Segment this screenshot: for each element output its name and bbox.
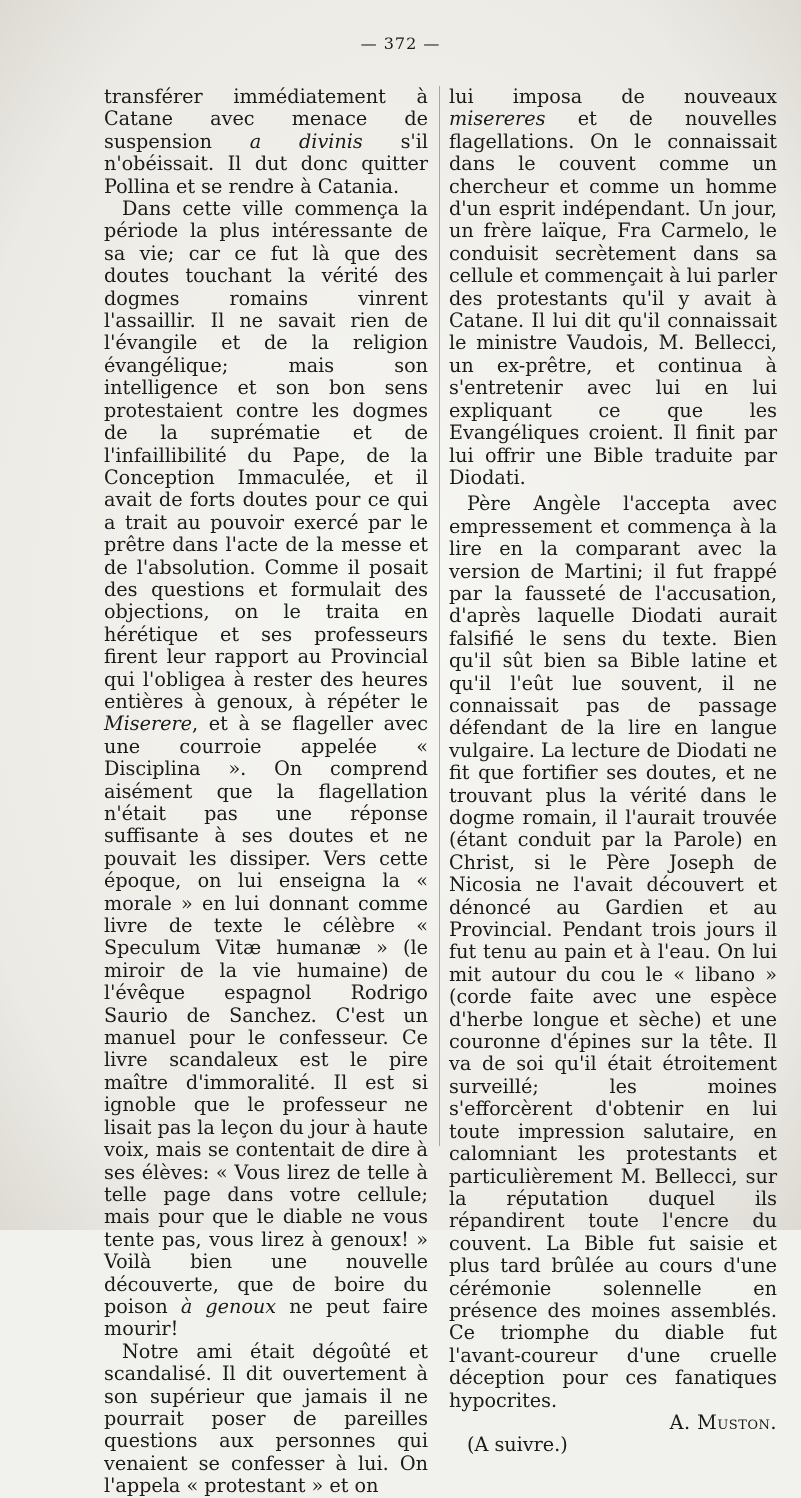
paragraph: lui imposa de nouveaux misereres et de nouvelles flagellations. On le connaissait dans le couvent comme un chercheur et comme un homme d'un esprit indépendant. Un jour, un frère laïque, Fra Carmelo, le conduisit secrètement dans sa cellule et commençait à lui parler des protestants qu'il y avait à Catane. Il lui dit qu'il connaissait le ministre Vaudois, M. Bellecci, un ex-prêtre, et continua à s'entretenir avec lui en lui expliquant ce que les Evangéliques croient. Il finit par lui offrir une Bible traduite par Diodati.: [449, 85, 777, 489]
author-signature: A. Muston.: [669, 1410, 777, 1434]
paragraph: Notre ami était dégoûté et scandalisé. Il dit ouvertement à son supérieur que jamais il ne pourrait poser de pareilles questions aux personnes qui venaient se confesser à lui. On l'appela « protestant » et on: [104, 1339, 428, 1498]
paragraph: Père Angèle l'accepta avec empressement et commença à la lire en la comparant avec la version de Martini; il fut frappé par la fausseté de l'accusation, d'après laquelle Diodati aurait falsifié le sens du texte. Bien qu'il sût bien sa Bible latine et qu'il l'eût lue souvent, il ne connaissait pas de passage défendant de la lire en langue vulgaire. La lecture de Diodati ne fit que fortifier ses doutes, et ne trouvant plus la vérité dans le dogme romain, il l'aurait trouvée (étant conduit par la Parole) en Christ, si le Père Joseph de Nicosia ne l'avait découvert et dénoncé au Gardien et au Provincial. Pendant trois jours il fut tenu au pain et à l'eau. On lui mit autour du cou le « libano » (corde faite avec une espèce d'herbe longue et sèche) et une couronne d'épines sur la tête. Il va de soi qu'il était étroitement surveillé; les moines s'efforcèrent d'obtenir en lui toute impression salutaire, en calomniant les protestants et particulièrement M. Bellecci, sur la réputation duquel ils répandirent toute l'encre du couvent. La Bible fut saisie et plus tard brûlée au cours d'une cérémonie solennelle en présence des moines assemblés. Ce triomphe du diable fut l'avant-coureur d'une cruelle déception pour ces fanatiques hypocrites.: [449, 492, 777, 1412]
italic-term: Miserere: [104, 712, 193, 736]
italic-term: misereres: [449, 107, 546, 131]
right-column: [449, 86, 777, 1457]
to-be-continued: (A suivre.): [467, 1433, 568, 1457]
paragraph: Dans cette ville commença la période la plus intéressante de sa vie; car ce fut là que des doutes touchant la vérité des dogmes romains vinrent l'assaillir. Il ne savait rien de l'évangile et de la religion évangélique; mais son intelligence et son bon sens protestaient contre les dogmes de la suprématie et de l'infaillibilité du Pape, de la Conception Immaculée, et il avait de forts doutes pour ce qui a trait au pouvoir exercé par le prêtre dans l'acte de la messe et de l'absolution. Comme il posait des questions et formulait des objections, on le traita en hérétique et ses professeurs firent leur rapport au Provincial qui l'obligea à rester des heures entières à genoux, à répéter le Miserere, et à se flageller avec une courroie appelée « Disciplina ». On comprend aisément que la flagellation n'était pas une réponse suffisante à ses doutes et ne pouvait les dissiper. Vers cette époque, on lui enseigna la « morale » en lui donnant comme livre de texte le célèbre « Speculum Vitæ humanæ » (le miroir de la vie humaine) de l'évêque espagnol Rodrigo Saurio de Sanchez. C'est un manuel pour le confesseur. Ce livre scandaleux est le pire maître d'immoralité. Il est si ignoble que le professeur ne lisait pas la leçon du jour à haute voix, mais se contentait de dire à ses élèves: « Vous lirez de telle à telle page dans votre cellule; mais pour que le diable ne vous tente pas, vous lirez à genoux! » Voilà bien une nouvelle découverte, que de boire du poison à genoux ne peut faire mourir!: [104, 197, 429, 1341]
paragraph: transférer immédiatement à Catane avec menace de suspension a divinis s'il n'obéissait. Il dut donc quitter Pollina et se rendre à Catania.: [104, 85, 428, 198]
column-divider: [439, 86, 440, 1146]
italic-term: a divinis: [249, 129, 363, 153]
italic-term: à genoux: [180, 1294, 277, 1318]
left-column: [104, 86, 428, 1498]
page-number: — 372 —: [360, 34, 441, 53]
